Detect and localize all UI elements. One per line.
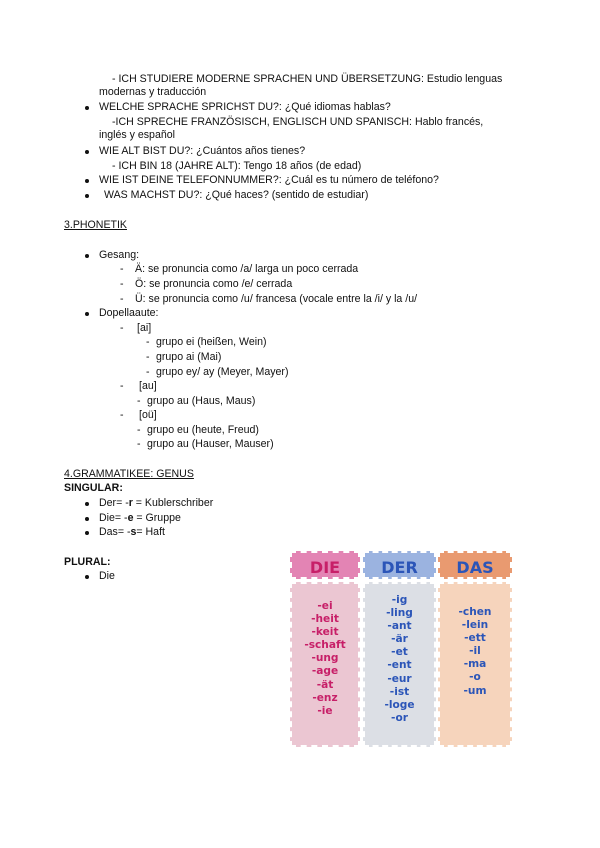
dash-marker: - bbox=[137, 424, 141, 436]
der-column-header: DER bbox=[363, 551, 436, 579]
plural-label: PLURAL: bbox=[64, 556, 111, 568]
dash-marker: - bbox=[120, 293, 124, 305]
bullet bbox=[85, 502, 89, 506]
dash-marker: - bbox=[146, 366, 150, 378]
das-suffix: -il bbox=[469, 645, 481, 658]
text-line: grupo ai (Mai) bbox=[156, 351, 222, 363]
dash-marker: - bbox=[146, 351, 150, 363]
dash-marker: - bbox=[120, 263, 124, 275]
text-line: grupo ey/ ay (Meyer, Mayer) bbox=[156, 366, 289, 378]
die-suffix: -keit bbox=[311, 626, 339, 639]
der-suffix: -et bbox=[391, 646, 408, 659]
dash-marker: - bbox=[137, 395, 141, 407]
text-line: WELCHE SPRACHE SPRICHST DU?: ¿Qué idiomas hablas? bbox=[99, 101, 391, 113]
singular-der-line: Der= -r = Kublerschriber bbox=[99, 497, 214, 509]
die-column bbox=[290, 551, 360, 747]
das-suffix: -ma bbox=[463, 658, 487, 671]
der-suffix-list bbox=[365, 594, 434, 725]
text-line: inglés y español bbox=[99, 129, 175, 141]
bullet bbox=[85, 531, 89, 535]
text-line: Ö: se pronuncia como /e/ cerrada bbox=[135, 278, 293, 290]
dash-marker: - bbox=[146, 336, 150, 348]
bullet bbox=[85, 575, 89, 579]
text-line: - ICH BIN 18 (JAHRE ALT): Tengo 18 años (de edad) bbox=[112, 160, 362, 172]
der-suffix: -ist bbox=[389, 685, 410, 698]
dash-marker: - bbox=[120, 409, 124, 421]
das-suffix: -o bbox=[469, 671, 481, 684]
text-line: grupo au (Haus, Maus) bbox=[147, 395, 256, 407]
bullet bbox=[85, 150, 89, 154]
der-suffix: -eur bbox=[387, 672, 412, 685]
der-suffix: -loge bbox=[384, 698, 415, 711]
der-column-body bbox=[363, 582, 436, 747]
bullet bbox=[85, 254, 89, 258]
text-line: Ä: se pronuncia como /a/ larga un poco cerrada bbox=[135, 263, 359, 275]
bullet bbox=[85, 179, 89, 183]
der-suffix: -ling bbox=[386, 607, 413, 620]
dash-marker: - bbox=[137, 438, 141, 450]
der-suffix: -är bbox=[391, 633, 408, 646]
die-column-body bbox=[290, 582, 360, 747]
das-suffix: -um bbox=[463, 684, 487, 697]
text-line: [ai] bbox=[137, 322, 152, 334]
text-line: grupo ei (heißen, Wein) bbox=[156, 336, 267, 348]
singular-die-line: Die= -e = Gruppe bbox=[99, 512, 181, 524]
das-column-body bbox=[438, 582, 512, 747]
text-line: modernas y traducción bbox=[99, 86, 207, 98]
der-suffix: -or bbox=[391, 711, 408, 724]
section-heading-grammatik: 4.GRAMMATIKEE: GENUS bbox=[64, 468, 194, 480]
der-suffix: -ant bbox=[387, 620, 412, 633]
die-suffix: -ung bbox=[311, 652, 339, 665]
dash-marker: - bbox=[120, 380, 124, 392]
text-line: WIE ALT BIST DU?: ¿Cuántos años tienes? bbox=[99, 145, 306, 157]
text-line: Dopellaaute: bbox=[99, 307, 159, 319]
die-suffix: -ät bbox=[316, 678, 334, 691]
die-suffix: -enz bbox=[312, 691, 338, 704]
der-suffix: -ent bbox=[387, 659, 412, 672]
dash-marker: - bbox=[120, 322, 124, 334]
das-column bbox=[438, 551, 512, 747]
text-line: [oü] bbox=[139, 409, 157, 421]
text-line: WAS MACHST DU?: ¿Qué haces? (sentido de estudiar) bbox=[104, 189, 369, 201]
das-column-header: DAS bbox=[438, 551, 512, 579]
die-suffix: -age bbox=[311, 665, 339, 678]
bullet bbox=[85, 312, 89, 316]
bullet bbox=[85, 106, 89, 110]
text-line: [au] bbox=[139, 380, 157, 392]
singular-das-line: Das= -s= Haft bbox=[99, 526, 165, 538]
bullet bbox=[85, 194, 89, 198]
die-suffix: -schaft bbox=[304, 639, 346, 652]
section-heading-phonetik: 3.PHONETIK bbox=[64, 219, 127, 231]
die-suffix: -heit bbox=[311, 613, 339, 626]
die-column-header: DIE bbox=[290, 551, 360, 579]
dash-marker: - bbox=[120, 278, 124, 290]
das-suffix: -chen bbox=[458, 606, 492, 618]
singular-label: SINGULAR: bbox=[64, 482, 123, 494]
text-line: grupo au (Hauser, Mauser) bbox=[147, 438, 274, 450]
das-suffix: -lein bbox=[461, 619, 489, 632]
das-suffix-list bbox=[440, 606, 510, 698]
text-line: Gesang: bbox=[99, 249, 140, 261]
plural-die-line: Die bbox=[99, 570, 115, 582]
text-line: grupo eu (heute, Freud) bbox=[147, 424, 259, 436]
die-suffix: -ie bbox=[317, 704, 333, 717]
text-line: -ICH SPRECHE FRANZÖSISCH, ENGLISCH UND SPANISCH: Hablo francés, bbox=[112, 116, 484, 128]
gender-suffix-chart bbox=[290, 551, 512, 747]
text-line: WIE IST DEINE TELEFONNUMMER?: ¿Cuál es tu número de teléfono? bbox=[99, 174, 439, 186]
text-line: Ü: se pronuncia como /u/ francesa (vocale entre la /i/ y la /u/ bbox=[135, 293, 418, 305]
das-suffix: -ett bbox=[464, 632, 486, 645]
die-suffix-list bbox=[292, 600, 358, 718]
die-suffix: -ei bbox=[317, 600, 333, 612]
text-line: - ICH STUDIERE MODERNE SPRACHEN UND ÜBERSETZUNG: Estudio lenguas bbox=[112, 73, 503, 85]
bullet bbox=[85, 517, 89, 521]
der-column bbox=[363, 551, 436, 747]
der-suffix: -ig bbox=[391, 594, 408, 606]
